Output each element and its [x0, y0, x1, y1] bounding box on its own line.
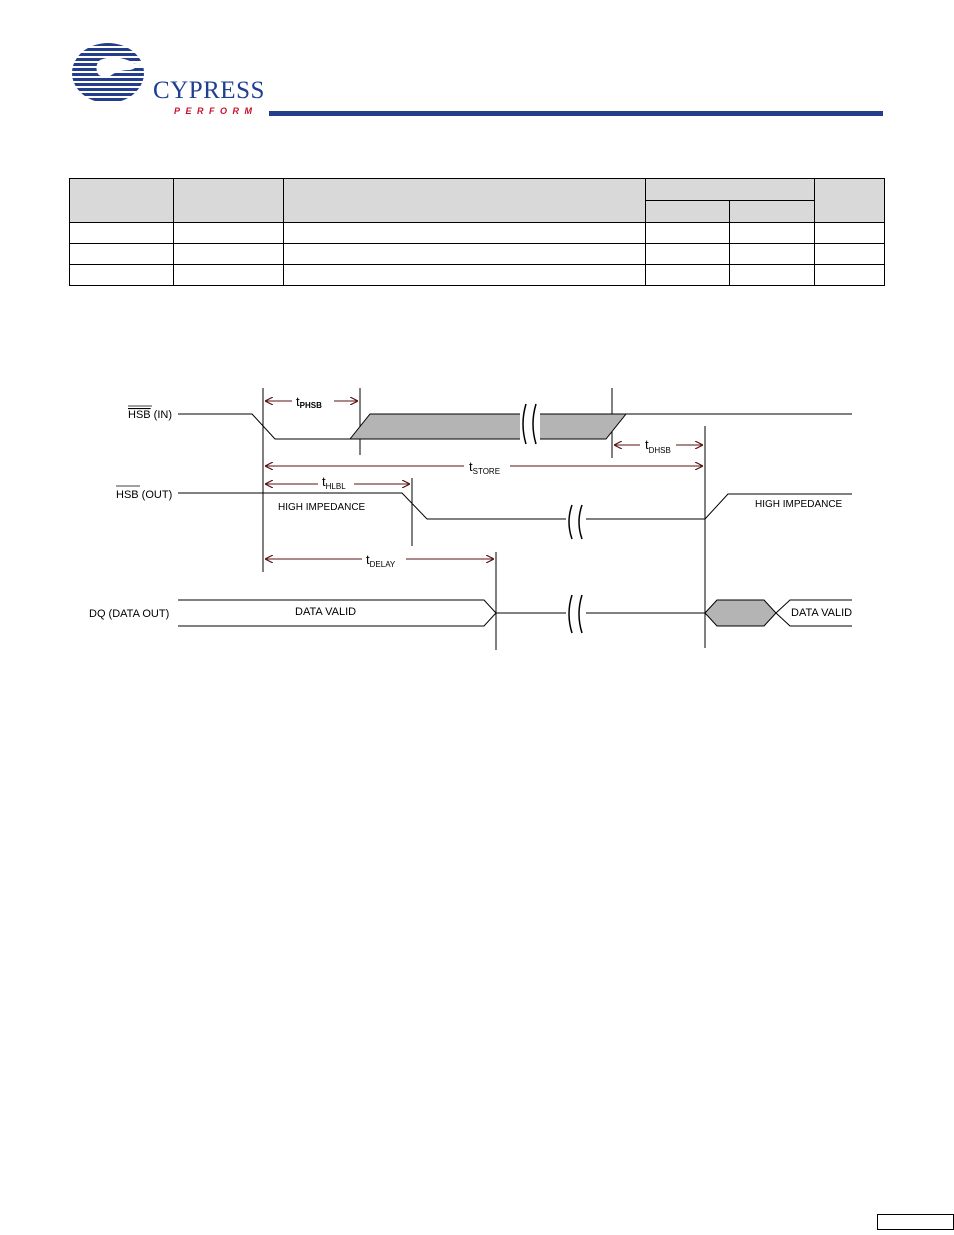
- table-cell: [646, 265, 730, 286]
- table-cell: [730, 244, 815, 265]
- signal-label-dq: DQ (DATA OUT): [89, 608, 170, 620]
- hsb-in-shaded-region: [350, 414, 626, 439]
- table-cell: [284, 244, 646, 265]
- brand-tagline: PERFORM: [174, 106, 258, 116]
- table-cell: [284, 223, 646, 244]
- brand-name: CYPRESS: [153, 77, 265, 104]
- t-store-label: $t_{STORE}$: [469, 459, 501, 476]
- table-cell: [70, 244, 174, 265]
- table-cell: [815, 265, 885, 286]
- page-number-box: [877, 1214, 954, 1230]
- table-row: [70, 244, 885, 265]
- t-delay-label: $t_{DELAY}$: [366, 552, 396, 569]
- signal-label-hsb-out: HSB (OUT): [116, 489, 173, 501]
- table-header-row: [70, 179, 885, 201]
- table-cell: [646, 244, 730, 265]
- table-header-cell: [174, 179, 284, 223]
- table-cell: [174, 223, 284, 244]
- table-row: [70, 223, 885, 244]
- table-cell: [730, 223, 815, 244]
- dq-shaded-transition: [705, 600, 776, 626]
- table-cell: [70, 265, 174, 286]
- table-cell: [70, 223, 174, 244]
- table-cell: [646, 223, 730, 244]
- table-header-cell: [646, 201, 730, 223]
- hsb-out-state-right: HIGH IMPEDANCE: [755, 499, 843, 510]
- header-rule: [269, 111, 883, 116]
- timing-diagram-svg: [0, 370, 954, 660]
- dq-state-right: DATA VALID: [791, 607, 853, 619]
- table-cell: [730, 265, 815, 286]
- table-cell: [174, 265, 284, 286]
- t-phsb-label: tPHSB: [296, 394, 322, 410]
- parameter-table: [69, 178, 885, 286]
- cypress-logo: [70, 40, 265, 120]
- hsb-in-waveform: [178, 414, 350, 439]
- table-cell: [174, 244, 284, 265]
- table-row: [70, 265, 885, 286]
- table-cell: [815, 244, 885, 265]
- table-cell: [815, 223, 885, 244]
- table-cell: [284, 265, 646, 286]
- t-dhsb-label: $t_{DHSB}$: [645, 437, 671, 455]
- table-header-cell: [284, 179, 646, 223]
- dq-state-left: DATA VALID: [295, 606, 357, 618]
- t-hlbl-label: $t_{HLBL}$: [322, 474, 346, 491]
- table-header-cell: [646, 179, 815, 201]
- hsb-out-state-left: HIGH IMPEDANCE: [278, 502, 366, 513]
- signal-label-hsb-in: HSB (IN): [128, 409, 173, 421]
- table-header-cell: [730, 201, 815, 223]
- table-header-cell: [815, 179, 885, 223]
- hsb-timing-diagram: [0, 370, 954, 660]
- table-header-cell: [70, 179, 174, 223]
